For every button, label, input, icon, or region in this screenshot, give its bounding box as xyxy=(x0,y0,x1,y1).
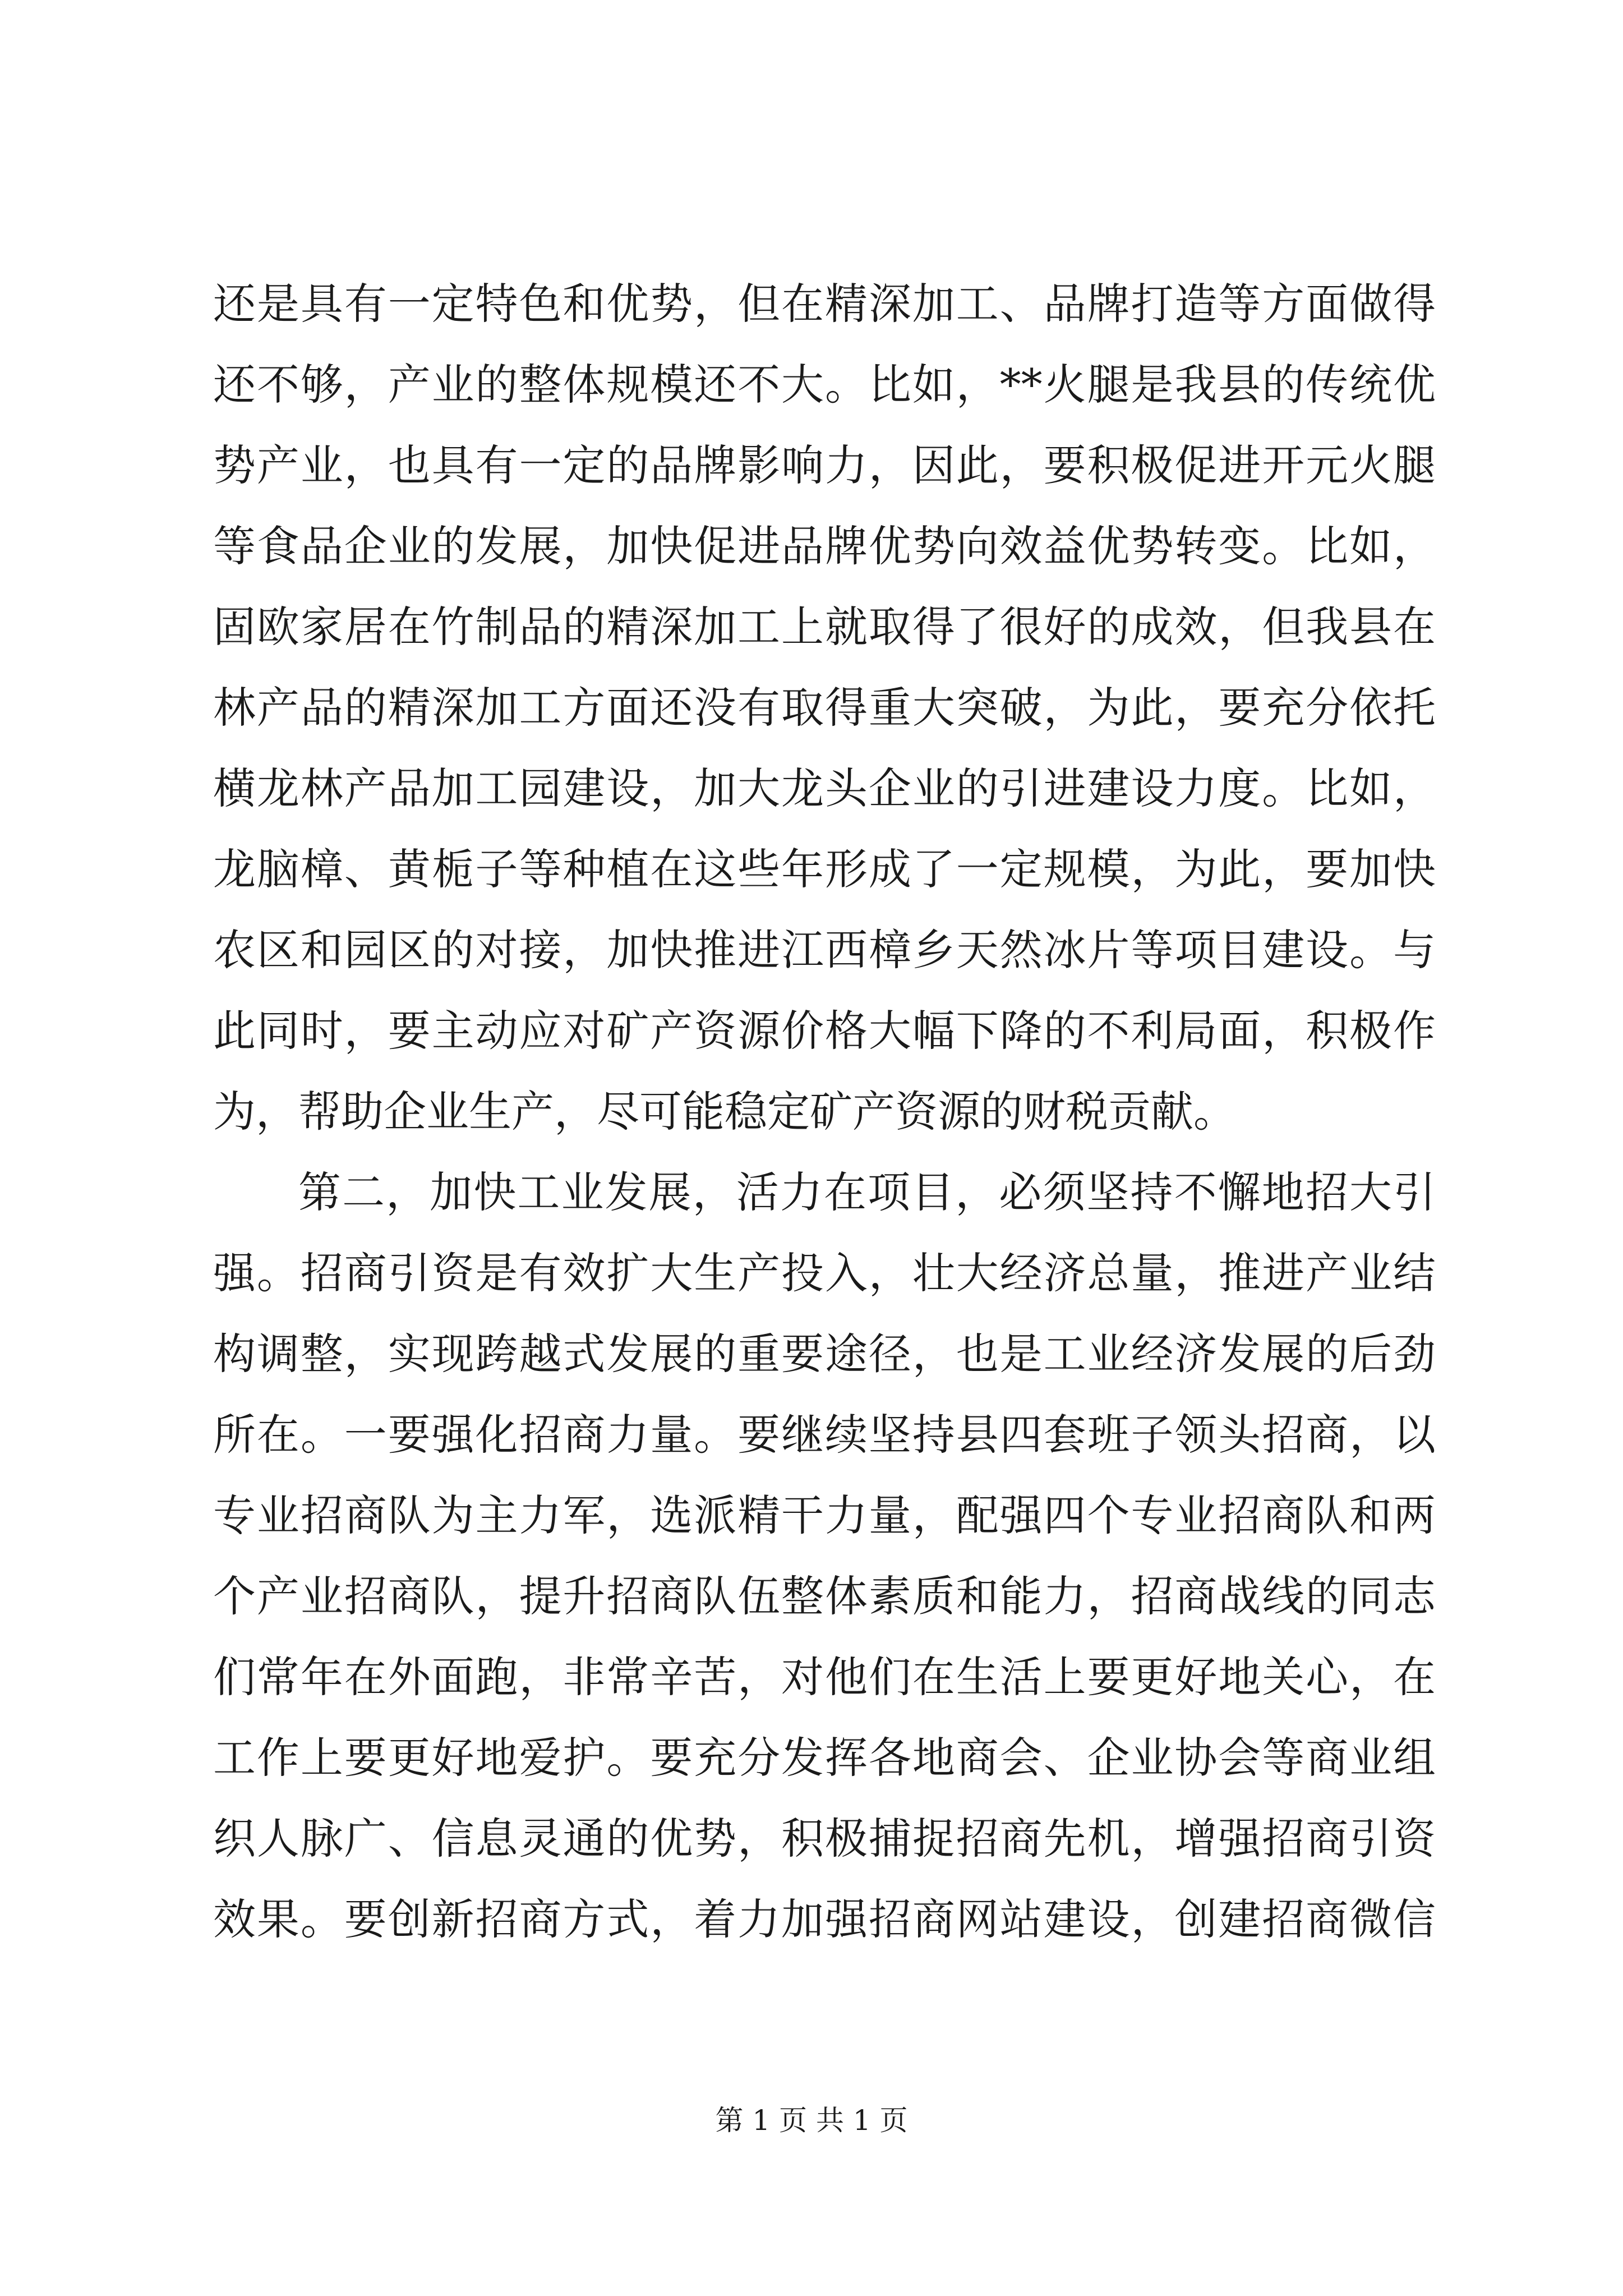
text-line: 们常年在外面跑，非常辛苦，对他们在生活上要更好地关心，在 xyxy=(213,1652,1436,1702)
text-line: 固欧家居在竹制品的精深加工上就取得了很好的成效，但我县在 xyxy=(213,602,1436,652)
text-line: 强。招商引资是有效扩大生产投入，壮大经济总量，推进产业结 xyxy=(213,1248,1436,1298)
text-line: 农区和园区的对接，加快推进江西樟乡天然冰片等项目建设。与 xyxy=(213,925,1436,975)
text-line: 为，帮助企业生产，尽可能稳定矿产资源的财税贡献。 xyxy=(213,1087,1236,1137)
text-line: 还不够，产业的整体规模还不大。比如，**火腿是我县的传统优 xyxy=(213,360,1436,409)
text-line: 构调整，实现跨越式发展的重要途径，也是工业经济发展的后劲 xyxy=(213,1329,1436,1379)
document-body xyxy=(213,264,1436,1960)
text-line: 横龙林产品加工园建设，加大龙头企业的引进建设力度。比如， xyxy=(213,763,1436,813)
text-line: 龙脑樟、黄栀子等种植在这些年形成了一定规模，为此，要加快 xyxy=(213,844,1436,894)
text-line: 效果。要创新招商方式，着力加强招商网站建设，创建招商微信 xyxy=(213,1894,1436,1944)
text-line: 工作上要更好地爱护。要充分发挥各地商会、企业协会等商业组 xyxy=(213,1733,1436,1783)
text-line: 个产业招商队，提升招商队伍整体素质和能力，招商战线的同志 xyxy=(213,1571,1436,1621)
text-line: 所在。一要强化招商力量。要继续坚持县四套班子领头招商，以 xyxy=(213,1410,1436,1460)
text-line: 专业招商队为主力军，选派精干力量，配强四个专业招商队和两 xyxy=(213,1490,1436,1540)
text-line: 还是具有一定特色和优势，但在精深加工、品牌打造等方面做得 xyxy=(213,279,1436,329)
text-line: 织人脉广、信息灵通的优势，积极捕捉招商先机，增强招商引资 xyxy=(213,1814,1436,1864)
page-number-footer: 第 1 页 共 1 页 xyxy=(715,2104,908,2137)
text-line: 势产业，也具有一定的品牌影响力，因此，要积极促进开元火腿 xyxy=(213,440,1436,490)
text-line: 此同时，要主动应对矿产资源价格大幅下降的不利局面，积极作 xyxy=(213,1006,1436,1056)
paragraph-start-line: 第二，加快工业发展，活力在项目，必须坚持不懈地招大引 xyxy=(298,1167,1436,1217)
text-line: 等食品企业的发展，加快促进品牌优势向效益优势转变。比如， xyxy=(213,521,1436,571)
text-line: 林产品的精深加工方面还没有取得重大突破，为此，要充分依托 xyxy=(213,683,1436,733)
